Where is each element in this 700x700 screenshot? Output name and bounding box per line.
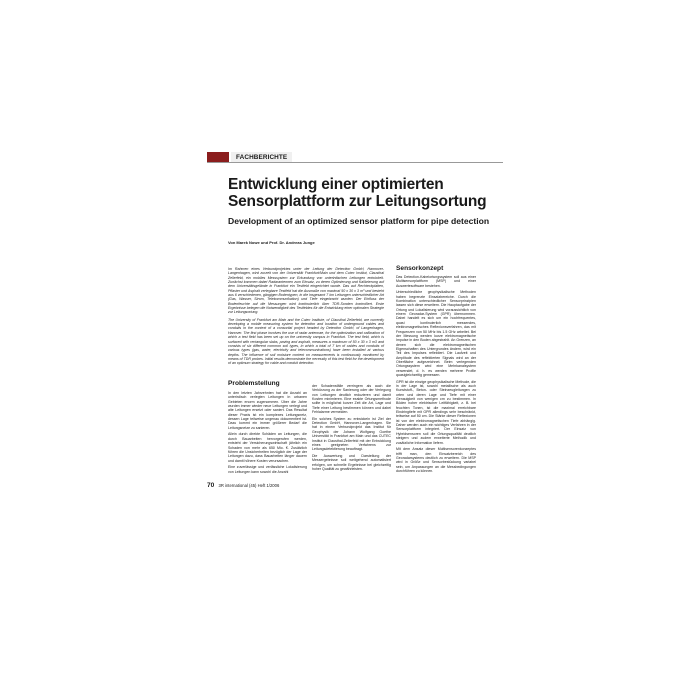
body-column-3: [396, 265, 476, 476]
journal-reference: 3R international (45) Heft 1/2006: [218, 483, 280, 488]
page-number: 70: [207, 482, 215, 489]
abstract: [228, 267, 384, 369]
paragraph: Ein solches System zu entwickeln ist Ziel der Detection GmbH, Hannover-Langenhagen. Sie hat in einem Verbundprojekt das Institut für Geophysik der Johann Wolfgang Goethe Universität in Frankfurt am Main und das CUTEC Institut in Clausthal-Zellerfeld mit der Entwicklung eines geeigneten Verfahrens zur Leitungsdetektierung beauftragt.: [312, 416, 391, 452]
article-authors: Von Marek Nowe und Prof. Dr. Andreas Junge: [228, 240, 315, 245]
article-title: Entwicklung einer optimierten Sensorplattform zur Leitungsortung: [228, 176, 487, 210]
paragraph: Eine zuverlässige und verlässliche Lokalisierung von Leitungen kann sowohl die Anzahl: [228, 465, 307, 474]
section-rule: [207, 162, 503, 163]
paragraph: der Schadensfälle verringern als auch die Verkürzung zu der Sanierung oder der Verlegung von Leitungen deutlich reduzieren und damit Kosten minimieren. Eine exakte Ortungsmethode sollte in möglichst kurzer Zeit die Art, Lage und Tiefe einer Leitung bestimmen können und dabei Fehlalarme vermeiden.: [312, 384, 391, 415]
section-label: FACHBERICHTE: [231, 152, 292, 163]
paragraph: Unterschiedliche geophysikalische Methoden haben begrenzte Einsatzbereiche. Durch die Kombination unterschiedlicher Sensorprinzipien lassen sich diese erweitern. Die Hauptaufgabe der Ortung und Lokalisierung wird voraussichtlich von einem Georadar-System (GPR) übernommen. Dabei handelt es sich um ein hochfrequentes, quasi kontinuierlich messendes, elektromagnetisches Reflexionsverfahren, das mit Frequenzen von 50 MHz bis 1.5 GHz arbeitet. Bei der Messung werden kurze elektromagnetische Impulse in den Boden abgestrahlt. An Grenzen, an denen sich die elektromagnetischen Eigenschaften des Untergrundes ändern, wird ein Teil des Impulses reflektiert. Die Laufzeit und Amplitude des reflektierten Signals wird an der Oberfläche aufgezeichnet. Beim verlegenden Ortungssystem wird eine Mehrkanalsystem verwendet, d. h. es werden mehrere Profile quasigleichzeitig gemessen.: [396, 290, 476, 377]
abstract-english: The University of Frankfurt am Main and the Cutec Institute, of Clausthal Zellerfeld, are currently developing a mobile measuring system for detection and location of underground cables and conduits in the context of a consortial project headed by Detection GmbH, of Langenhagen, Hanover. The first phase involves the use of radar antennae, for the optimization and calibration of which a test field has been set up on the university campus in Frankfurt. The test field, which is surfaced with rectangular slabs, paving and asphalt, measures a maximum of 50 x 30 x 3 m3 and consists of six different common soil types, in which a total of 7 km of cables and conduits of various types (gas, water, electricity and telecommunications) have been installed at various depths. The influence of soil moisture content on measurements is continuously monitored by means of TDR probes. Initial results demonstrate the necessity of this test field for the development of an optimum strategy for cable and conduit detection.: [228, 317, 384, 366]
paragraph: In den letzten Jahrzehnten hat die Anzahl an unterirdisch verlegten Leitungen in urbanen Gebieten enorm zugenommen. Über die Jahre wurden immer wieder neue Leitungen verlegt und alte Leitungen ersetzt oder saniert. Das Resultat dieser Praxis ist ein komplexes Leitungsnetz, dessen Lage teilweise ungenau dokumentiert ist. Dazu kommt ein immer größerer Bedarf die Leitungsnetze zu sanieren.: [228, 391, 307, 430]
paragraph: Die Auswertung und Darstellung der Messergebnisse soll weitgehend automatisiert erfolgen, um schnelle Ergebnisse bei gleichzeitig hoher Qualität zu gewährleisten.: [312, 453, 391, 471]
heading-problemstellung: Problemstellung: [228, 380, 280, 387]
paragraph: Mit dem Ansatz dieser Multisensorenkonzeptes trifft man, den Einsatzbereich des Georadarsystems deutlich zu erweitern. Die MSP wird in Größe und Sensorbestückung variabel sein, um Anpassungen an die Messbedingungen durchführen zu können.: [396, 447, 476, 473]
page-footer: [207, 482, 279, 489]
abstract-german: Im Rahmen eines Verbundprojektes unter der Leitung der Detection GmbH, Hannover-Langenhagen, wird zurzeit von der Universität Frankfurt/Main und dem Cutec Institut, Clausthal Zellerfeld, ein mobiles Messsystem zur Erkundung von unterirdischen Leitungen entwickelt. Zunächst kommen dabei Radarantennen zum Einsatz, zu deren Optimierung und Kalibrierung auf dem Universitätsgelände in Frankfurt ein Testfeld eingerichtet wurde. Das auf Rechteckplatten, Pflaster und Asphalt verlegbare Testfeld hat die Ausmaße von maximal 50 x 30 x 3 m³ und besteht aus 6 verschiedenen, gängigen Bodentypen, in die insgesamt 7 km Leitungen unterschiedlicher Art (Gas, Wasser, Strom, Telekommunikation) und Tiefe eingebracht wurden. Der Einfluss der Bodenfeuchte auf die Messungen wird kontinuierlich über TDR-Sonden kontrolliert. Erste Ergebnisse belegen die Notwendigkeit des Testfeldes für die Entwicklung einer optimalen Strategie zur Leitungsortung.: [228, 267, 384, 315]
paragraph: GPR ist die einzige geophysikalische Methode, die in der Lage ist, sowohl metallische als auch Kunststoff-, Beton- oder Steinzeugleitungen zu orten und deren Lage und Tiefe mit einer Genauigkeit von wenigen cm zu bestimmen. In Böden hoher elektrischer Leitfähigkeit, z. B. bei feuchten Tonen, ist die maximal erreichbare Eindringtiefe mit GPR allerdings sehr beschränkt, teilweise auf 50 cm. Die Stärke dieser Reflexionen ist von der elektromagnetischen Tiefe abhängig. Daher werden auch ein wichtiges Verfahren in der Sensorplattform integriert. Der Einsatz von Hybridsensoren soll die Ortungsqualität deutlich steigern und zudem erweiterte Methodik und zusätzliche Information liefern.: [396, 379, 476, 445]
heading-sensorkonzept: Sensorkonzept: [396, 265, 444, 272]
article-subtitle: Development of an optimized sensor platform for pipe detection: [228, 216, 490, 226]
paragraph: Allein durch direkte Schäden an Leitungen, die durch Bauarbeiten hervorgerufen werden, entsteht der Versicherungswirtschaft jährlich ein Schaden von mehr als 650 Mio. €. Zusätzlich führen die Unsicherheiten bezüglich der Lage der Leitungen dazu, dass Bauarbeiten länger dauern und damit höhere Kosten verursachen.: [228, 432, 307, 463]
body-column-2: [312, 384, 391, 474]
body-column-1: [228, 380, 307, 476]
paragraph: Das Detection-Kabelortungssystem soll aus einer Multisensorplattform (MSP) und einer Auswertesoftware bestehen.: [396, 275, 476, 288]
